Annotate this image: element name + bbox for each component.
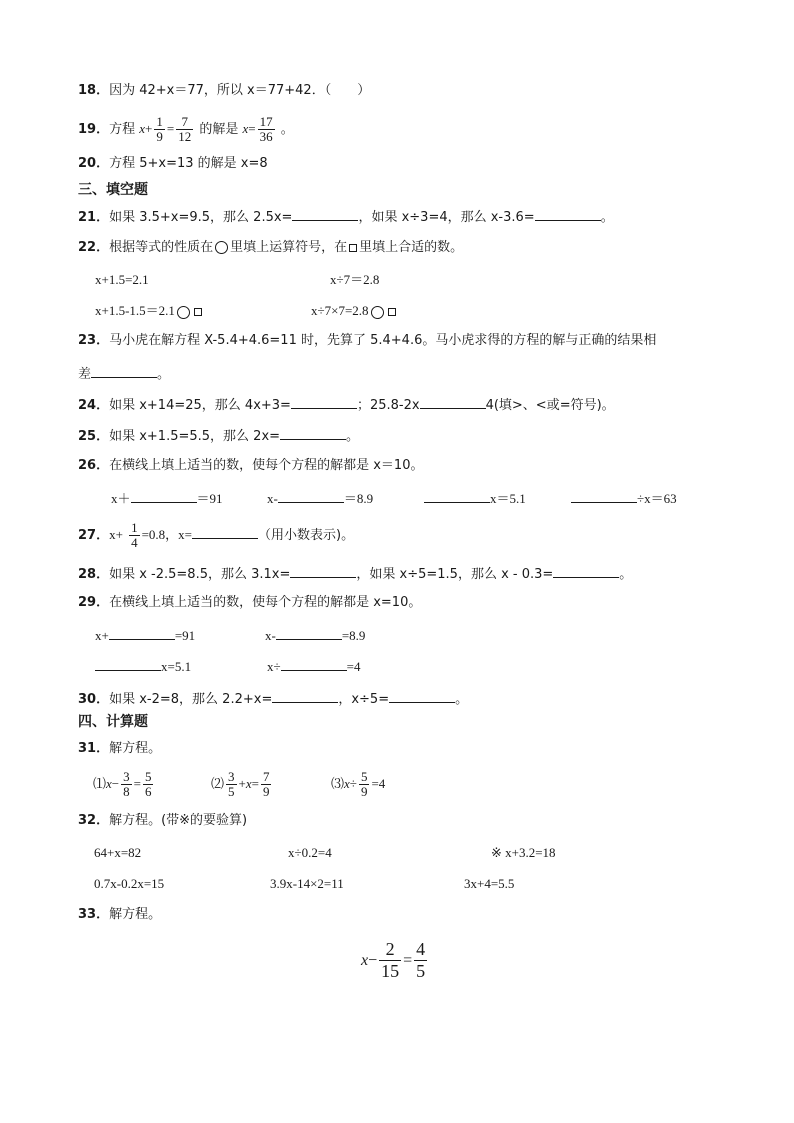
equation: 0.7x-0.2x=15 bbox=[94, 876, 165, 891]
question-19 bbox=[78, 114, 294, 145]
equation: 3.9x-14×2=11 bbox=[270, 876, 344, 891]
answer-blank[interactable] bbox=[109, 626, 175, 640]
question-number: 19． bbox=[78, 122, 110, 137]
question-18 bbox=[78, 82, 370, 100]
square-placeholder-icon[interactable] bbox=[388, 308, 396, 316]
answer-blank[interactable] bbox=[291, 395, 357, 409]
answer-blank[interactable] bbox=[281, 657, 347, 671]
equation: x÷0.2=4 bbox=[288, 845, 332, 860]
question-28 bbox=[78, 564, 632, 584]
question-number: 23． bbox=[78, 333, 110, 348]
answer-blank[interactable] bbox=[420, 395, 486, 409]
equation: x+1.5-1.5＝2.1 bbox=[95, 302, 204, 320]
question-text: 在横线上填上适当的数，使每个方程的解都是 x＝10。 bbox=[109, 458, 424, 473]
operator: = bbox=[248, 121, 256, 136]
question-number: 33． bbox=[78, 907, 110, 922]
question-text: 如果 x+14=25，那么 4x+3= bbox=[109, 398, 291, 413]
variable-x: x bbox=[242, 121, 249, 136]
fraction: $\frac{7}{12}$ bbox=[178, 114, 192, 144]
fraction: $\frac{1}{4}$ bbox=[131, 520, 138, 550]
answer-blank[interactable] bbox=[280, 426, 346, 440]
question-number: 24． bbox=[78, 398, 110, 413]
punctuation: 。 bbox=[600, 210, 614, 225]
equation: x＋ ＝91 bbox=[111, 491, 223, 506]
question-number: 21． bbox=[78, 210, 110, 225]
question-text: 解方程。 bbox=[109, 741, 162, 756]
question-text: x+ bbox=[109, 527, 123, 542]
punctuation: 。 bbox=[280, 122, 294, 137]
fraction: $\frac{7}{9}$ bbox=[262, 769, 270, 799]
equation: ÷x＝63 bbox=[571, 489, 677, 508]
question-text: 在横线上填上适当的数，使每个方程的解都是 x=10。 bbox=[109, 595, 422, 610]
answer-blank[interactable] bbox=[571, 489, 637, 503]
answer-blank[interactable] bbox=[535, 207, 601, 221]
question-27 bbox=[78, 520, 354, 551]
question-text: 如果 x+1.5=5.5，那么 2x= bbox=[109, 429, 281, 444]
equation: 3x+4=5.5 bbox=[464, 876, 515, 891]
equation: x÷ =4 bbox=[267, 659, 361, 674]
equation: x=5.1 bbox=[95, 657, 191, 676]
answer-blank[interactable] bbox=[292, 207, 358, 221]
equation: x÷7＝2.8 bbox=[330, 272, 380, 287]
question-text: 如果 x-2=8，那么 2.2+x= bbox=[109, 692, 273, 707]
punctuation: 。 bbox=[157, 367, 171, 382]
equation: x+1.5=2.1 bbox=[95, 272, 149, 287]
fraction: $\frac{4}{5}$ bbox=[416, 939, 426, 981]
question-text: 根据等式的性质在 bbox=[109, 240, 214, 255]
question-number: 20． bbox=[78, 156, 110, 171]
equation: ※ x+3.2=18 bbox=[491, 845, 556, 860]
fraction: $\frac{1}{9}$ bbox=[156, 114, 163, 144]
fraction: $\frac{3}{5}$ bbox=[228, 769, 235, 799]
question-32 bbox=[78, 812, 247, 830]
equation: x- =8.9 bbox=[265, 628, 366, 643]
equation: x÷7×7=2.8 bbox=[311, 302, 398, 320]
operator: + bbox=[145, 121, 153, 136]
question-text: ；25.8-2x bbox=[356, 398, 420, 413]
question-text: ，如果 x÷3=4，那么 x-3.6= bbox=[358, 210, 535, 225]
question-text: 里填上运算符号，在 bbox=[230, 240, 348, 255]
equation-1: ⑴x− $\frac{3}{8}$ = $\frac{5}{6}$ bbox=[93, 769, 152, 799]
operator: = bbox=[166, 121, 175, 136]
question-number: 22． bbox=[78, 240, 110, 255]
question-26 bbox=[78, 457, 423, 475]
question-number: 26． bbox=[78, 458, 110, 473]
equation-3: ⑶x÷ $\frac{5}{9}$ =4 bbox=[331, 769, 386, 799]
question-text: （用小数表示)。 bbox=[258, 528, 355, 543]
question-number: 25． bbox=[78, 429, 110, 444]
answer-blank[interactable] bbox=[278, 489, 344, 503]
question-31 bbox=[78, 740, 161, 758]
question-33 bbox=[78, 906, 161, 924]
question-number: 30． bbox=[78, 692, 110, 707]
question-text: 4(填>、<或=符号)。 bbox=[485, 398, 615, 413]
answer-blank[interactable] bbox=[389, 689, 455, 703]
question-text: ，x÷5= bbox=[338, 692, 390, 707]
question-number: 29． bbox=[78, 595, 110, 610]
question-text: 如果 3.5+x=9.5，那么 2.5x= bbox=[109, 210, 293, 225]
circle-placeholder-icon bbox=[215, 241, 228, 254]
circle-placeholder-icon[interactable] bbox=[177, 306, 190, 319]
equation: x- ＝8.9 bbox=[267, 491, 374, 506]
question-number: 32． bbox=[78, 813, 110, 828]
answer-blank[interactable] bbox=[424, 489, 490, 503]
question-text: 里填上合适的数。 bbox=[359, 240, 464, 255]
fraction: $\frac{5}{6}$ bbox=[144, 769, 152, 799]
question-text: 方程 bbox=[109, 122, 136, 137]
punctuation: 。 bbox=[346, 429, 360, 444]
answer-blank[interactable] bbox=[131, 489, 197, 503]
question-text: 马小虎在解方程 X-5.4+4.6=11 时，先算了 5.4+4.6。马小虎求得的方程的解与正确的结果相 bbox=[109, 333, 657, 348]
answer-blank[interactable] bbox=[276, 626, 342, 640]
question-23-cont bbox=[78, 364, 170, 384]
question-number: 18． bbox=[78, 83, 110, 98]
equation: x+ =91 bbox=[95, 628, 196, 643]
question-text: =0.8，x= bbox=[141, 527, 192, 542]
question-text: 解方程。 bbox=[109, 907, 162, 922]
punctuation: 。 bbox=[455, 692, 469, 707]
fraction: $\frac{2}{15}$ bbox=[381, 939, 400, 981]
answer-blank[interactable] bbox=[192, 525, 258, 539]
punctuation: 。 bbox=[619, 567, 633, 582]
section-heading: 三、填空题 bbox=[78, 182, 148, 198]
circle-placeholder-icon[interactable] bbox=[371, 306, 384, 319]
answer-blank[interactable] bbox=[553, 564, 619, 578]
variable-x: x bbox=[139, 121, 146, 136]
question-text: 方程 5+x=13 的解是 x=8 bbox=[109, 156, 268, 171]
question-23 bbox=[78, 332, 656, 350]
question-20 bbox=[78, 155, 268, 173]
question-29 bbox=[78, 594, 421, 612]
question-21 bbox=[78, 207, 614, 227]
question-text: 如果 x -2.5=8.5，那么 3.1x= bbox=[109, 567, 291, 582]
fraction: $\frac{5}{9}$ bbox=[360, 769, 368, 799]
question-text: 因为 42+x＝77，所以 x＝77+42．（ ） bbox=[109, 83, 371, 98]
square-placeholder-icon[interactable] bbox=[194, 308, 202, 316]
answer-blank[interactable] bbox=[290, 564, 356, 578]
equation-centered: x− $\frac{2}{15}$ = $\frac{4}{5}$ bbox=[361, 939, 426, 981]
answer-blank[interactable] bbox=[95, 657, 161, 671]
question-number: 27． bbox=[78, 528, 110, 543]
question-30 bbox=[78, 689, 468, 709]
equation: x＝5.1 bbox=[424, 489, 526, 508]
question-number: 31． bbox=[78, 741, 110, 756]
question-text: 差 bbox=[78, 367, 92, 382]
answer-blank[interactable] bbox=[91, 364, 157, 378]
equation: 64+x=82 bbox=[94, 845, 142, 860]
question-text: ，如果 x÷5=1.5，那么 x - 0.3= bbox=[356, 567, 554, 582]
fraction: $\frac{3}{8}$ bbox=[123, 769, 130, 799]
question-text: 的解是 bbox=[199, 122, 239, 137]
question-25 bbox=[78, 426, 359, 446]
question-number: 28． bbox=[78, 567, 110, 582]
equation-2: ⑵ $\frac{3}{5}$ +x= $\frac{7}{9}$ bbox=[211, 769, 270, 799]
question-22 bbox=[78, 239, 463, 257]
question-24 bbox=[78, 395, 615, 415]
section-heading: 四、计算题 bbox=[78, 714, 148, 730]
answer-blank[interactable] bbox=[272, 689, 338, 703]
square-placeholder-icon bbox=[349, 244, 357, 252]
fraction: $\frac{17}{36}$ bbox=[259, 114, 273, 144]
question-text: 解方程。(带※的要验算) bbox=[109, 813, 248, 828]
